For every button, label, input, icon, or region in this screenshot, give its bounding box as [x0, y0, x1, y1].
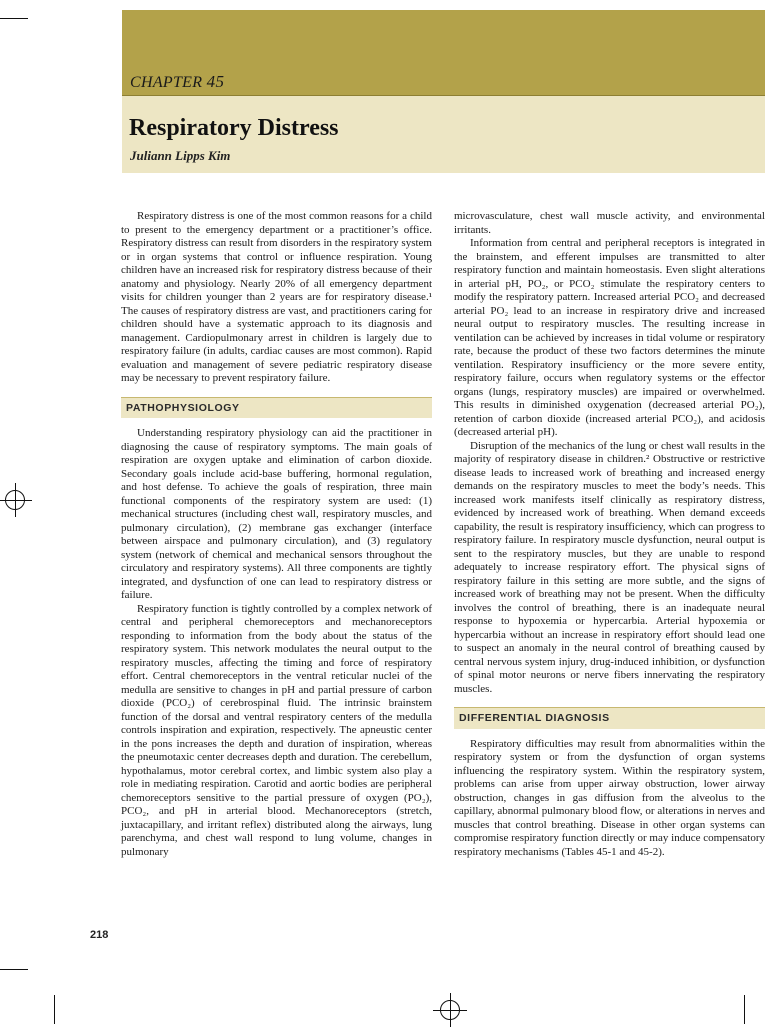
crop-mark-bottom-vertical-2 [744, 995, 745, 1024]
chapter-label [130, 72, 224, 92]
crop-mark-bottom-vertical-1 [54, 995, 55, 1024]
right-column [454, 210, 765, 859]
differential-paragraph-1: Respiratory difficulties may result from abnormalities within the respiratory system or from the dysfunction of organ systems influencing the respiratory system. Within the respiratory system, problems can arise from upper airway obstruction, lower airway obstruction, changes in gas diffusion from the alveolus to the capillary, abnormal pulmonary blood flow, or alterations in nerves and muscles that control breathing. Disease in other organ systems can compromise respiratory function directly or may induce compensatory respiratory mechanisms (Tables 45-1 and 45-2). [454, 737, 765, 858]
chapter-number: 45 [206, 72, 225, 91]
section-heading-differential-diagnosis: DIFFERENTIAL DIAGNOSIS [454, 707, 765, 729]
registration-mark-left [5, 490, 25, 510]
pathophysiology-paragraph-1: Understanding respiratory physiology can aid the practitioner in diagnosing the cause of respiratory symptoms. The main goals of respiration are oxygen uptake and elimination of carbon dioxide. Secondary goals include acid-base buffering, hormonal regulation, and host defense. To achieve the goals of respiration, three main functional components of the respiratory system are used: (1) mechanical structures (including chest wall, respiratory muscles, and pulmonary circulation), (2) membrane gas exchanger (interface between airspace and pulmonary circulation), and (3) regulatory system (network of chemical and mechanical sensors throughout the circulatory and respiratory systems). All three components are tightly integrated, and dysfunction of one can lead to respiratory distress or failure. [121, 427, 432, 601]
registration-mark-bottom [440, 1000, 460, 1020]
chapter-header [122, 10, 765, 173]
left-column [121, 210, 432, 859]
chapter-title: Respiratory Distress [129, 115, 339, 141]
page-number: 218 [90, 929, 109, 941]
section-heading-pathophysiology: PATHOPHYSIOLOGY [121, 397, 432, 419]
continued-paragraph: microvasculature, chest wall muscle activity, and environmental irritants. [454, 210, 765, 236]
crop-mark-top-left [0, 18, 28, 19]
pathophysiology-paragraph-4: Disruption of the mechanics of the lung or chest wall results in the majority of respiratory disease in children.² Obstructive or restrictive disease leads to increased work of breathing and increased energy demands on the respiratory muscles to meet the body’s needs. This increased work manifests itself clinically as respiratory distress, evidenced by increased work of breathing. When demand exceeds capability, the result is respiratory insufficiency, which can progress to respiratory failure. In respiratory muscle dysfunction, neural output is sent to the respiratory muscles, but they are unable to respond adequately to increase respiratory effort. The physical signs of respiratory failure in this setting are more subtle, and the signs of increased work of breathing may not be present. When the difficulty involves the control of breathing, there is an inadequate neural response to hypoxemia or hypercarbia. Arterial hypoxemia or hypercarbia without an increase in respiratory effort should lead one to suspect an anomaly in the neural control of breathing caused by central nervous system injury, drug-induced inhibition, or dysfunction of spinal motor neurons or nerve fibers innervating the respiratory muscles. [454, 439, 765, 695]
pathophysiology-paragraph-2: Respiratory function is tightly controlled by a complex network of central and peripheral chemoreceptors and mechanoreceptors responding to information from the body about the status of the respiratory system. This network modulates the neural output to the respiratory muscles, affecting the timing and force of respiratory effort. Central chemoreceptors in the ventral reticular nuclei of the medulla are sensitive to changes in pH and partial pressure of carbon dioxide (PCO₂) of cerebrospinal fluid. The intrinsic brainstem function of the dorsal and ventral respiratory centers of the medulla controls inspiration and expiration, respectively. The apneustic center in the pons increases the depth and duration of inspiration, whereas the pneumotaxic center decreases depth and duration. The cerebellum, hypothalamus, motor cerebral cortex, and limbic system also play a role in mediating respiration. Carotid and aortic bodies are peripheral chemoreceptors sensitive to the partial pressure of oxygen (PO₂), PCO₂, and pH in arterial blood. Mechanoreceptors (stretch, juxtacapillary, and irritant reflex) distributed along the airways, lung parenchyma, and chest wall respond to lung volume, changes in pulmonary [121, 602, 432, 858]
intro-paragraph: Respiratory distress is one of the most common reasons for a child to present to the emergency department or a practitioner’s office. Respiratory distress can result from disorders in the respiratory system or in organ systems that control or influence respiration. Young children have an increased risk for respiratory distress because of their anatomy and physiology. Nearly 20% of all emergency department visits for children younger than 2 years are for respiratory disease.¹ The causes of respiratory distress are vast, and practitioners caring for children should have a systematic approach to its diagnosis and management. Cardiopulmonary arrest in children is largely due to respiratory failure (in adults, cardiac causes are most common). Rapid evaluation and management of severe pediatric respiratory disease may be necessary to prevent respiratory failure. [121, 210, 432, 384]
crop-mark-bottom-left [0, 969, 28, 970]
chapter-label-text: CHAPTER [130, 74, 203, 91]
chapter-author: Juliann Lipps Kim [130, 148, 231, 163]
pathophysiology-paragraph-3: Information from central and peripheral receptors is integrated in the brainstem, and efferent impulses are transmitted to alter respiratory function and maintain homeostasis. Even slight alterations in arterial pH, PO₂, or PCO₂ stimulate the respiratory centers to modify the respiratory pattern. Increased arterial PCO₂ and decreased arterial PO₂ lead to an increase in respiratory drive and increased neural output to respiratory muscles. The resulting increase in ventilation can be achieved by increases in tidal volume or respiratory rate, because the product of these two factors determines the minute ventilation. Respiratory insufficiency or the more severe entity, respiratory failure, occurs when regulatory systems or the effector organs (lungs, respiratory muscles) are impaired or overwhelmed. This results in diminished oxygenation (decreased arterial PO₂), retention of carbon dioxide (increased arterial PCO₂), and acidosis (decreased arterial pH). [454, 237, 765, 438]
chapter-header-divider [122, 95, 765, 96]
